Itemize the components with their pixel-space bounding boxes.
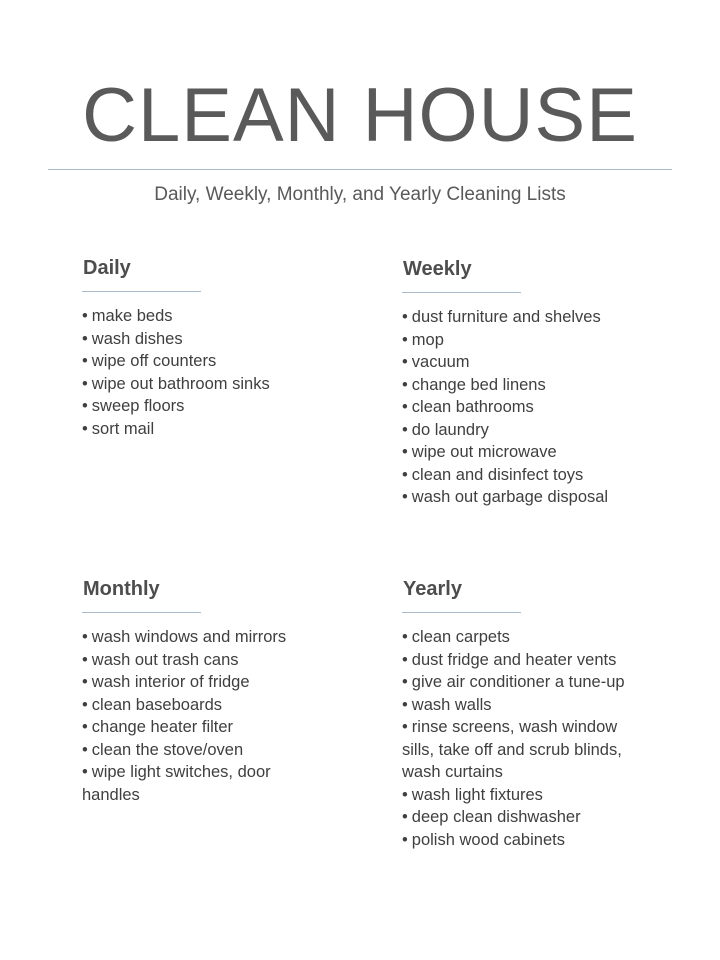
list-item: • do laundry	[402, 419, 702, 442]
list-item: • polish wood cabinets	[402, 829, 652, 852]
list-item: • wash out trash cans	[82, 649, 307, 672]
section-heading-monthly: Monthly	[83, 578, 160, 600]
section-divider	[82, 612, 201, 613]
list-item: • give air conditioner a tune-up	[402, 671, 652, 694]
list-item: • mop	[402, 329, 702, 352]
section-divider	[82, 291, 201, 292]
section-heading-yearly: Yearly	[403, 578, 462, 600]
section-daily	[82, 256, 372, 440]
section-heading-weekly: Weekly	[403, 258, 472, 280]
task-list-yearly	[402, 626, 652, 851]
list-item: • wash out garbage disposal	[402, 486, 702, 509]
list-item: • sort mail	[82, 418, 372, 441]
list-item: • clean the stove/oven	[82, 739, 307, 762]
page-subtitle: Daily, Weekly, Monthly, and Yearly Cleaning Lists	[154, 184, 566, 205]
task-list-monthly	[82, 626, 307, 806]
section-divider	[402, 292, 521, 293]
list-item: • clean carpets	[402, 626, 652, 649]
list-item: • clean and disinfect toys	[402, 464, 702, 487]
list-item: • clean baseboards	[82, 694, 307, 717]
task-list-daily	[82, 305, 372, 440]
list-item: • wipe out bathroom sinks	[82, 373, 372, 396]
list-item: • wash interior of fridge	[82, 671, 307, 694]
list-item: • dust furniture and shelves	[402, 306, 702, 329]
section-divider	[402, 612, 521, 613]
list-item: • wipe light switches, door handles	[82, 761, 307, 806]
list-item: • change bed linens	[402, 374, 702, 397]
title-divider	[48, 169, 672, 170]
list-item: • clean bathrooms	[402, 396, 702, 419]
page-title: CLEAN HOUSE	[82, 73, 638, 158]
list-item: • wash walls	[402, 694, 652, 717]
list-item: • vacuum	[402, 351, 702, 374]
section-weekly	[402, 257, 702, 509]
list-item: • sweep floors	[82, 395, 372, 418]
list-item: • wipe off counters	[82, 350, 372, 373]
list-item: • dust fridge and heater vents	[402, 649, 652, 672]
section-heading-daily: Daily	[83, 257, 131, 279]
list-item: • change heater filter	[82, 716, 307, 739]
list-item: • make beds	[82, 305, 372, 328]
list-item: • rinse screens, wash window sills, take off and scrub blinds, wash curtains	[402, 716, 652, 784]
list-item: • wash windows and mirrors	[82, 626, 307, 649]
task-list-weekly	[402, 306, 702, 509]
list-item: • wash light fixtures	[402, 784, 652, 807]
list-item: • wash dishes	[82, 328, 372, 351]
list-item: • deep clean dishwasher	[402, 806, 652, 829]
section-monthly	[82, 577, 382, 806]
section-yearly	[402, 577, 652, 851]
list-item: • wipe out microwave	[402, 441, 702, 464]
